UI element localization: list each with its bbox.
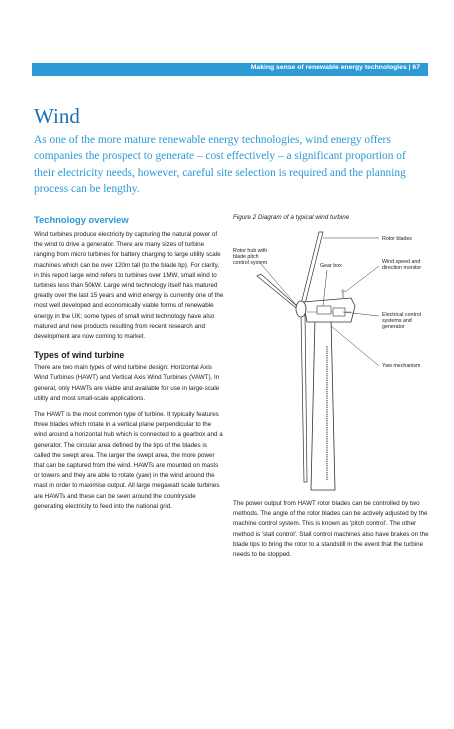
power-control-paragraph: The power output from HAWT rotor blades can be controlled by two methods. The angle of the rotor blades can be actively adjusted by the machine control system. This is known as 'pitch control'. The other method is 'stall control'. Stall control machines also have brakes on the blade tips to bring the rotor to a standstill in the event that the turbine needs to be stopped. xyxy=(233,500,429,559)
types-paragraph-1: There are two main types of wind turbine design: Horizontal Axis Wind Turbines (HAWT) and Vertical Axis Wind Turbines (VAWT). In general, only HAWTs are viable and available for use in large-scale utility and most small-scale applications. xyxy=(34,364,220,402)
rotor-hub xyxy=(296,301,306,317)
page-title: Wind xyxy=(34,104,80,128)
header-bar xyxy=(32,63,428,76)
label-rotor-hub: Rotor hub with blade pitch control system xyxy=(233,248,268,267)
types-paragraph-2: The HAWT is the most common type of turbine. It typically features three blades which rotate in a vertical plane perpendicular to the wind around a horizontal hub which is connected to a gearbox and a generator. The circular area defined by the tips of the blades is called the swept area. The larger the swept area, the more power that can be captured from the wind. HAWTs are mounted on masts or towers and they are able to rotate (yaw) in the wind around the mast in order to maximise output. All large megawatt scale turbines are HAWTs and these can be seen around the countryside generating electricity to feed into the national grid. xyxy=(34,411,223,510)
label-wind-speed: Wind speed and direction monitor xyxy=(382,259,422,272)
label-gear-box: Gear box xyxy=(320,263,342,269)
gearbox-shape xyxy=(317,306,331,314)
technology-overview-heading: Technology overview xyxy=(34,214,129,225)
label-yaw: Yaw mechanism xyxy=(382,363,421,369)
label-rotor-blades: Rotor blades xyxy=(382,236,413,242)
intro-paragraph: As one of the more mature renewable energy technologies, wind energy offers companies the prospect to generate – cost effectively – a significant proportion of their electricity needs, however, careful site selection is required and the planning process can be lengthy. xyxy=(34,134,406,196)
label-electrical: Electrical control systems and generator xyxy=(382,312,421,331)
running-header: Making sense of renewable energy technologies | 67 xyxy=(250,64,420,71)
types-heading: Types of wind turbine xyxy=(34,350,125,361)
wind-turbine-diagram xyxy=(231,226,431,496)
figure-caption-block xyxy=(233,214,429,221)
turbine-tower xyxy=(311,318,335,490)
overview-paragraph: Wind turbines produce electricity by capturing the natural power of the wind to drive a generator. There are many sizes of turbine ranging from micro turbines for battery charging to large utility scale machines which can be over 120m tall (to the blade tip). For clarity, in this report large wind refers to turbines over 1MW, small wind to turbines less than 50kW. Large wind technology itself has matured greatly over the last 15 years and wind energy is currently one of the most well developed and economically viable forms of renewable energy in the UK; some types of small wind technology have also matured and new products resulting from recent research and development are now coming to market. xyxy=(34,231,224,341)
left-column xyxy=(34,214,224,518)
blade-left xyxy=(257,274,301,312)
right-column-text xyxy=(233,499,429,566)
wind-monitor-head xyxy=(342,290,344,292)
figure-caption: Figure 2 Diagram of a typical wind turbine xyxy=(233,214,350,221)
blade-down xyxy=(301,312,307,482)
